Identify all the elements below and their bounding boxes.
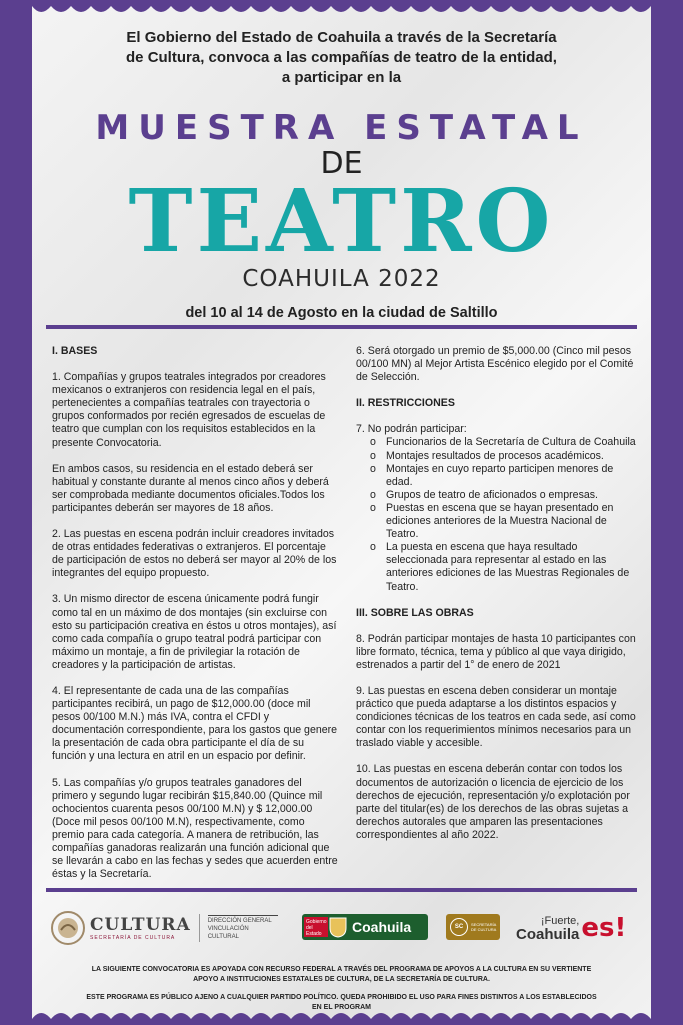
dgvc-logo-text: DIRECCIÓN GENERAL VINCULACIÓN CULTURAL [208,915,278,941]
divider-bottom [46,888,637,892]
heading-restricciones: II. RESTRICCIONES [356,397,455,410]
right-column [356,345,638,855]
cultura-logo-sub: SECRETARÍA DE CULTURA [90,935,176,941]
logo-gobierno-coahuila [302,914,428,940]
left-column [52,345,338,894]
list-item: o Montajes resultados de procesos académicos. [386,450,638,463]
intro-line-1: El Gobierno del Estado de Coahuila a través de la Secretaría [126,29,557,46]
intro-line-2: de Cultura, convoca a las compañías de teatro de la entidad, [126,49,557,66]
paragraph-1: 1. Compañías y grupos teatrales integrados por creadores mexicanos o extranjeros con residencia legal en el país, pertenecientes a compañías teatrales con trayectoria o grupos conformados por recién egresados de escuelas de teatro que cumplan con los requisitos establecidos en la presente Convocatoria. [52,371,326,449]
logo-sc [446,914,500,940]
sc-logo-sub: SECRETARÍA DE CULTURA [471,922,497,932]
scallop-bottom-border [32,1007,651,1025]
logo-fuerte-coahuila [516,908,626,948]
list-item: o Montajes en cuyo reparto participen menores de edad. [386,463,638,489]
coahuila-logo-text: Coahuila [352,919,412,935]
paragraph-10: 10. Las puestas en escena deberán contar con todos los documentos de autorización o licencia de ejercicio de los derechos de ejecución, representación y/o explotación por parte del titular(es) de los derechos de las obras sujetas a derechos autorales que amparen las presentaciones correspondientes al año 2022. [356,763,630,841]
gobierno-label: Gobierno del Estado [306,919,327,937]
logos-bar [32,908,651,950]
paragraph-8: 8. Podrán participar montajes de hasta 10 participantes con libre formato, técnica, tema y público al que vaya dirigido, estrenados a partir del 1° de enero de 2021 [356,632,636,671]
sc-logo-text: SC [450,918,468,936]
footer-line-1: LA SIGUIENTE CONVOCATORIA ES APOYADA CON RECURSO FEDERAL A TRAVÉS DEL PROGRAMA DE APOYOS A LA CULTURA EN SU VERTIENTE APOYO A INSTITUCIONES ESTATALES DE CULTURA, DE LA SECRETARÍA DE CULTURA. [91,966,592,983]
coahuila-shield-icon [328,916,348,938]
fuerte-text: ¡Fuerte, [540,915,580,927]
cultura-logo-text: CULTURA [90,915,191,935]
paragraph-4: 4. El representante de cada una de las compañías participantes recibirá, un pago de $12,000.00 (doce mil pesos 00/100 M.N.) más IVA, contra el CFDI y documentación correspondiente, para los gastos que genere la presentación de cada obra participante el día de su función y una lectura en atril en un espacio por definir. [52,684,338,763]
title-muestra-estatal: MUESTRA ESTATAL [95,108,588,148]
mexico-seal-icon [50,910,86,946]
scallop-top-border [32,0,651,18]
divider-top [46,325,637,329]
heading-sobre-las-obras: III. SOBRE LAS OBRAS [356,606,474,619]
logo-separator [199,914,200,942]
header [32,28,651,322]
logo-cultura [50,908,278,948]
title-teatro: TEATRO [128,171,555,272]
paragraph-9: 9. Las puestas en escena deben considerar un montaje práctico que pueda adaptarse a los distintos espacios y condiciones técnicas de los teatros en cada sede, así como contar con los requerimientos mínimos necesarios para un traslado viable y accesible. [356,684,636,750]
paragraph-3: 3. Un mismo director de escena únicamente podrá fungir como tal en un máximo de dos montajes (sin excluirse con esto su participación creativa en éstos u otros montajes), así como cada compañía o grupo teatral podrá participar con máximo un montaje, a fin de privilegiar la rotación de creadores y la participación de artistas. [52,593,337,671]
poster-sheet [32,0,651,1025]
fuerte-coahuila-text: Coahuila [516,926,580,943]
restrictions-list [356,436,638,593]
paragraph-6: 6. Será otorgado un premio de $5,000.00 (Cinco mil pesos 00/100 MN) al Mejor Artista Escénico elegido por el Comité de Selección. [356,345,634,384]
intro-line-3: a participar en la [281,69,402,86]
heading-bases: I. BASES [52,345,98,357]
list-item: o Grupos de teatro de aficionados o empresas. [386,489,638,502]
es-text: es! [581,913,627,943]
list-item: o La puesta en escena que haya resultado seleccionada para representar al estado en las anteriores ediciones de las Muestras Regionales de Teatro. [386,541,638,593]
paragraph-1b: En ambos casos, su residencia en el estado deberá ser habitual y constante durante al menos cinco años y deberá ser comprobada mediante documentos oficiales.Todos los participantes deberán ser mayores de 18 años. [52,462,329,514]
footer-line-2: ESTE PROGRAMA ES PÚBLICO AJENO A CUALQUIER PARTIDO POLÍTICO. QUEDA PROHIBIDO EL USO PARA FINES DISTINTOS A LOS ESTABLECIDOS EN EL PROGRAM [86,994,597,1011]
paragraph-5: 5. Las compañías y/o grupos teatrales ganadores del primero y segundo lugar recibirán $15,840.00 (Quince mil ochocientos cuarenta pesos 00/100 M.N) y $ 12,000.00 (Doce mil pesos 00/100 M.N), respectivamente, como premio para cada categoría. A manera de retribución, las compañías ganadoras realizarán una función adicional que se llevarán a cabo en las fechas y sedes que acuerden entre éstas y la Secretaría. [52,776,338,881]
intro-text [32,28,651,88]
title-coahuila-2022: COAHUILA 2022 [242,266,441,292]
list-item: o Funcionarios de la Secretaría de Cultura de Coahuila [386,436,638,449]
paragraph-2: 2. Las puestas en escena podrán incluir creadores invitados de otras entidades federativas o extranjeros. El porcentaje de participación de estos no deberá ser mayor al 20% de los integrantes del equipo propuesto. [52,528,337,580]
paragraph-7: 7. No podrán participar: [356,423,467,436]
event-dates: del 10 al 14 de Agosto en la ciudad de Saltillo [185,305,498,321]
list-item: o Puestas en escena que se hayan presentado en ediciones anteriores de la Muestra Nacional de Teatro. [386,502,638,541]
title-de: DE [320,146,363,181]
